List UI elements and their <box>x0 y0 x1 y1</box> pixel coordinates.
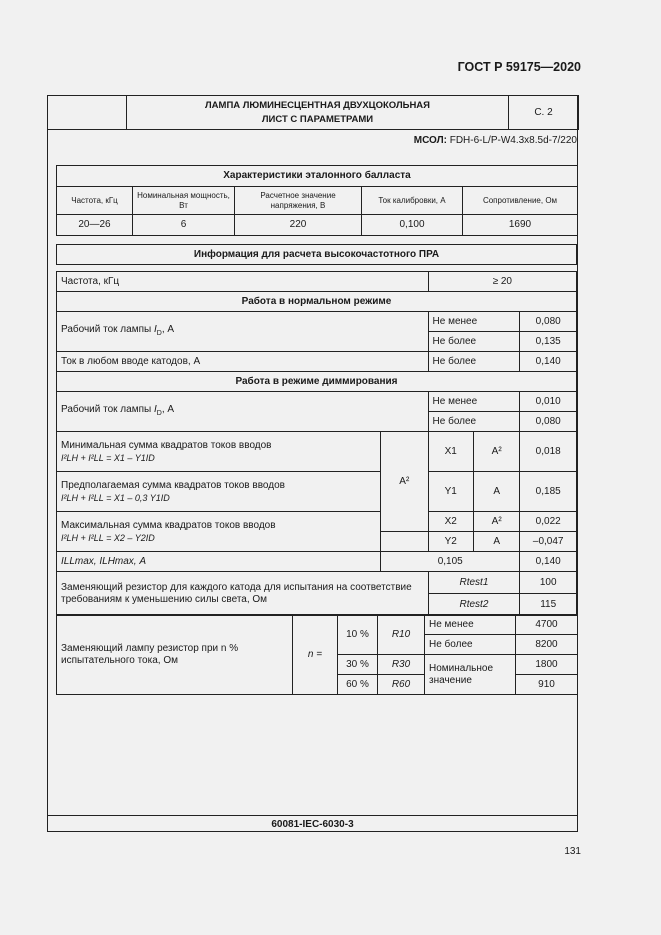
mcol-designation <box>414 135 577 146</box>
lamp-resistor-table <box>56 614 578 695</box>
dim-operating-current-label <box>57 392 429 432</box>
freq-value: ≥ 20 <box>428 272 576 292</box>
x1-symbol: X1 <box>428 432 473 472</box>
hf-table <box>56 271 577 616</box>
x2-unit: А² <box>473 512 519 532</box>
max-sum-formula: I²LH + I²LL = X2 – Y2ID <box>61 532 155 543</box>
rtest2-symbol: Rtest2 <box>428 594 520 616</box>
ballast-table <box>56 165 578 236</box>
dimming-mode-title: Работа в режиме диммирования <box>57 372 577 392</box>
title-block <box>47 95 579 130</box>
operating-current-text: Рабочий ток лампы <box>61 403 152 415</box>
freq-label: Частота, кГц <box>57 272 429 292</box>
r30-value: 1800 <box>516 655 578 675</box>
not-more-label: Не более <box>428 332 520 352</box>
dim-max-value: 0,080 <box>520 412 577 432</box>
ballast-value: 6 <box>133 215 235 236</box>
hf-title-table <box>56 244 577 265</box>
r60-symbol: R60 <box>378 675 425 695</box>
not-less-label: Не менее <box>428 392 520 412</box>
min-sum-formula: I²LH + I²LL = X1 – Y1ID <box>61 452 155 463</box>
not-more-label: Не более <box>428 352 520 372</box>
id-sub: D <box>156 329 162 337</box>
not-less-label: Не менее <box>425 615 516 635</box>
n-equals: n = <box>293 615 338 695</box>
y1-value: 0,185 <box>520 472 577 512</box>
x1-value: 0,018 <box>520 432 577 472</box>
cathode-current-label: Ток в любом вводе катодов, А <box>57 352 429 372</box>
ill-value-2: 0,140 <box>520 552 577 572</box>
dim-min-value: 0,010 <box>520 392 577 412</box>
x1-unit: А² <box>473 432 519 472</box>
unit-a: , А <box>161 403 175 415</box>
cathode-max-value: 0,140 <box>520 352 577 372</box>
pct-30: 30 % <box>338 655 378 675</box>
footer-divider <box>47 815 578 816</box>
sheet-number: С. 2 <box>509 96 579 130</box>
title-blank-cell <box>48 96 127 130</box>
not-more-label: Не более <box>428 412 520 432</box>
exp-sum-label: Предполагаемая сумма квадратов токов вводов <box>61 479 285 491</box>
a2-unit: А² <box>381 432 428 532</box>
ballast-header: Номинальная мощность, Вт <box>133 187 235 215</box>
id-sub: D <box>156 409 162 417</box>
a2-unit-continuation <box>381 532 428 552</box>
normal-max-value: 0,135 <box>520 332 577 352</box>
operating-current-label <box>57 312 429 352</box>
y2-symbol: Y2 <box>428 532 473 552</box>
sheet-title <box>127 96 509 130</box>
id-symbol: I <box>153 403 157 415</box>
ballast-value: 0,100 <box>362 215 463 236</box>
y2-value: –0,047 <box>520 532 577 552</box>
ballast-header: Ток калибровки, А <box>362 187 463 215</box>
rtest1-value: 100 <box>520 572 577 594</box>
page-number: 131 <box>564 846 581 857</box>
pct-10: 10 % <box>338 615 378 655</box>
nominal-label: Номинальное значение <box>425 655 516 695</box>
id-symbol: I <box>153 323 157 335</box>
max-sum-label: Максимальная сумма квадратов токов вводов <box>61 519 276 531</box>
ill-label: ILLmax, ILHmax, А <box>57 552 381 572</box>
min-sum-label: Минимальная сумма квадратов токов вводов <box>61 439 272 451</box>
ballast-value: 20—26 <box>57 215 133 236</box>
unit-a: , А <box>161 323 175 335</box>
not-less-label: Не менее <box>428 312 520 332</box>
exp-sum-cell <box>57 472 381 512</box>
not-more-label: Не более <box>425 635 516 655</box>
ballast-value: 1690 <box>463 215 578 236</box>
rtest2-value: 115 <box>520 594 577 616</box>
sheet-title-line2: ЛИСТ С ПАРАМЕТРАМИ <box>261 113 374 125</box>
operating-current-text: Рабочий ток лампы <box>61 323 152 335</box>
hf-title: Информация для расчета высокочастотного ПРА <box>57 245 577 265</box>
r30-symbol: R30 <box>378 655 425 675</box>
normal-min-value: 0,080 <box>520 312 577 332</box>
footer-document-id: 60081-IEC-6030-3 <box>271 819 354 830</box>
x2-value: 0,022 <box>520 512 577 532</box>
cathode-resistor-label: Заменяющий резистор для каждого катода для испытания на соответствие требованиям к уменьшению силы света, Ом <box>57 572 429 616</box>
min-sum-cell <box>57 432 381 472</box>
ballast-value: 220 <box>235 215 362 236</box>
standard-number: ГОСТ Р 59175—2020 <box>457 60 581 74</box>
ballast-header: Сопротивление, Ом <box>463 187 578 215</box>
ballast-title: Характеристики эталонного балласта <box>57 166 578 187</box>
y1-unit: А <box>473 472 519 512</box>
ballast-header: Расчетное значение напряжения, В <box>235 187 362 215</box>
mcol-label: МСОЛ: <box>413 135 447 146</box>
exp-sum-formula: I²LH + I²LL = X1 – 0,3 Y1ID <box>61 492 170 503</box>
ballast-header: Частота, кГц <box>57 187 133 215</box>
r10-max-value: 8200 <box>516 635 578 655</box>
r10-symbol: R10 <box>378 615 425 655</box>
ill-value-1: 0,105 <box>381 552 520 572</box>
max-sum-cell <box>57 512 381 552</box>
y1-symbol: Y1 <box>428 472 473 512</box>
x2-symbol: X2 <box>428 512 473 532</box>
lamp-resistor-label: Заменяющий лампу резистор при n % испытательного тока, Ом <box>57 615 293 695</box>
y2-unit: А <box>473 532 519 552</box>
sheet-title-line1: ЛАМПА ЛЮМИНЕСЦЕНТНАЯ ДВУХЦОКОЛЬНАЯ <box>205 99 430 111</box>
rtest1-symbol: Rtest1 <box>428 572 520 594</box>
r60-value: 910 <box>516 675 578 695</box>
normal-mode-title: Работа в нормальном режиме <box>57 292 577 312</box>
r10-min-value: 4700 <box>516 615 578 635</box>
pct-60: 60 % <box>338 675 378 695</box>
mcol-value: FDH-6-L/P-W4.3x8.5d-7/220 <box>449 135 577 146</box>
